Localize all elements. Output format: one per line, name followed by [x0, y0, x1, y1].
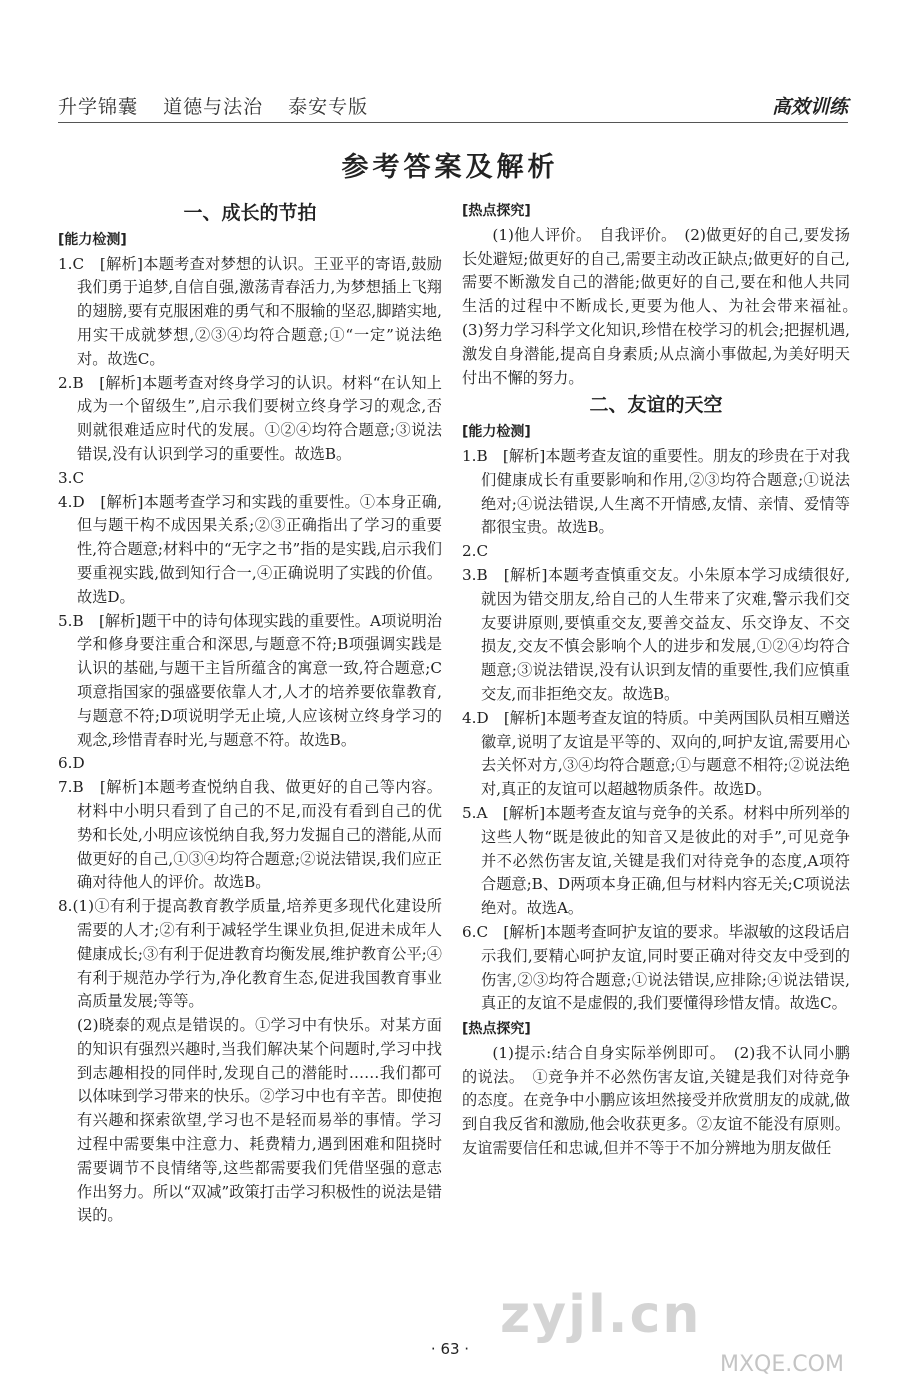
- answer-item: 8.(1)①有利于提高教育教学质量,培养更多现代化建设所需要的人才;②有利于减轻学生课业负担,促进未成年人健康成长;③有利于促进教育均衡发展,维护教育公平;④有利于规范办学行为,净化教育生态,促进我国教育事业高质量发展;等等。: [58, 897, 442, 1011]
- page-header: [58, 92, 848, 126]
- hot-topic-tag: [热点探究]: [462, 203, 531, 219]
- answer-item: 2.C: [462, 542, 489, 561]
- hot-topic-answer: (1)他人评价。 自我评价。 (2)做更好的自己,要发扬长处避短;做更好的自己,需要主动改正缺点;做更好的自己,需要不断激发自己的潜能;做更好的自己,要在和他人共同生活的过程中不断成长,更要为他人、为社会带来福祉。 (3)努力学习科学文化知识,珍惜在校学习的机会;把握机遇,激发自身潜能,提高自身素质;从点滴小事做起,为美好明天付出不懈的努力。: [462, 225, 866, 387]
- answer-item: 6.D: [58, 754, 85, 773]
- answer-item: 6.C [解析]本题考查呵护友谊的要求。毕淑敏的这段话启示我们,要精心呵护友谊,同时要正确对待交友中受到的伤害,②③均符合题意;①说法错误,应排除;④说法错误,真正的友谊不是虚假的,我们要懂得珍惜友情。故选C。: [462, 922, 850, 1013]
- edition-title: 泰安专版: [288, 96, 369, 118]
- right-column: [462, 198, 866, 1161]
- answer-item-continued: (2)晓泰的观点是错误的。①学习中有快乐。对某方面的知识有强烈兴趣时,当我们解决某个问题时,学习中找到志趣相投的同伴时,发现自己的潜能时……我们都可以体味到学习带来的快乐。②学习中也有辛苦。即使抱有兴趣和探索欲望,学习也不是轻而易举的事情。学习过程中需要集中注意力、耗费精力,遇到困难和阻挠时需要调节不良情绪等,这些都需要我们凭借坚强的意志作出努力。所以“双减”政策打击学习积极性的说法是错误的。: [77, 1016, 442, 1225]
- header-left: [58, 92, 386, 119]
- page-title: 参考答案及解析: [341, 152, 559, 183]
- answer-item: 4.D [解析]本题考查学习和实践的重要性。①本身正确,但与题干构不成因果关系;②③正确指出了学习的重要性,符合题意;材料中的“无字之书”指的是实践,启示我们要重视实践,做到知行合一,④正确说明了实践的价值。故选D。: [58, 492, 442, 606]
- watermark-site: zyjl.cn: [500, 1285, 702, 1345]
- answer-item: 7.B [解析]本题考查悦纳自我、做更好的自己等内容。材料中小明只看到了自己的不足,而没有看到自己的优势和长处,小明应该悦纳自我,努力发掘自己的潜能,从而做更好的自己,①③④均符合题意;②说法错误,我们应正确对待他人的评价。故选B。: [58, 778, 442, 892]
- ability-check-tag: [能力检测]: [462, 424, 531, 441]
- hot-topic-answer: (1)提示:结合自身实际举例即可。 (2)我不认同小鹏的说法。 ①竞争并不必然伤害友谊,关键是我们对待竞争的态度。在竞争中小鹏应该坦然接受并欣赏朋友的成就,做到自我反省和激励,他会收获更多。②友谊不能没有原则。友谊需要信任和忠诚,但并不等于不加分辨地为朋友做任: [462, 1043, 850, 1158]
- section-title-friendship: 二、友谊的天空: [589, 394, 723, 417]
- hot-topic-tag: [热点探究]: [462, 1021, 531, 1038]
- section-title-growth: 一、成长的节拍: [183, 202, 317, 224]
- answer-item: 3.B [解析]本题考查慎重交友。小朱原本学习成绩很好,就因为错交朋友,给自己的人生带来了灾难,警示我们交友要讲原则,要慎重交友,要善交益友、乐交诤友、不交损友,交友不慎会影响个人的进步和发展,①②④均符合题意;③说法错误,没有认识到友情的重要性,我们应慎重交友,而非拒绝交友。故选B。: [462, 565, 850, 703]
- book-title: 升学锦囊: [58, 96, 139, 118]
- subject-title: 道德与法治: [163, 96, 264, 118]
- answer-item: 3.C: [58, 468, 85, 487]
- answer-item: 1.C [解析]本题考查对梦想的认识。王亚平的寄语,鼓励我们勇于追梦,自信自强,激荡青春活力,为梦想插上飞翔的翅膀,要有克服困难的勇气和不服输的坚忍,脚踏实地,用实干成就梦想,②③④均符合题意;①“一定”说法绝对。故选C。: [58, 254, 442, 368]
- header-rule: [58, 122, 848, 123]
- series-title: 高效训练: [771, 96, 848, 118]
- answer-item: 5.B [解析]题干中的诗句体现实践的重要性。A项说明治学和修身要注重合和深思,与题意不符;B项强调实践是认识的基础,与题干主旨所蕴含的寓意一致,符合题意;C项意指国家的强盛要依靠人才,人才的培养要依靠教育,与题意不符;D项说明学无止境,人应该树立终身学习的观念,珍惜青春时光,与题意不符。故选B。: [58, 611, 442, 749]
- page-number: · 63 ·: [430, 1340, 470, 1358]
- answer-item: 5.A [解析]本题考查友谊与竞争的关系。材料中所列举的这些人物“既是彼此的知音又是彼此的对手”,可见竞争并不必然伤害友谊,关键是我们对待竞争的态度,A项符合题意;B、D两项本身正确,但与材料内容无关;C项说法绝对。故选A。: [462, 803, 850, 918]
- ability-check-tag: [能力检测]: [58, 231, 127, 248]
- answer-item: 1.B [解析]本题考查友谊的重要性。朋友的珍贵在于对我们健康成长有重要影响和作用,②③均符合题意;①说法绝对;④说法错误,人生离不开情感,友情、亲情、爱情等都很宝贵。故选B。: [462, 446, 850, 537]
- answer-item: 4.D [解析]本题考查友谊的特质。中美两国队员相互赠送徽章,说明了友谊是平等的、双向的,呵护友谊,需要用心去关怀对方,③④均符合题意;①与题意不相符;②说法绝对,真正的友谊可以超越物质条件。故选D。: [462, 708, 850, 799]
- watermark-site-secondary: MXQE.COM: [720, 1352, 844, 1377]
- answer-item: 2.B [解析]本题考查对终身学习的认识。材料“在认知上成为一个留级生”,启示我们要树立终身学习的观念,否则就很难适应时代的发展。①②④均符合题意;③说法错误,没有认识到学习的重要性。故选B。: [58, 373, 442, 463]
- left-column: [58, 198, 442, 1228]
